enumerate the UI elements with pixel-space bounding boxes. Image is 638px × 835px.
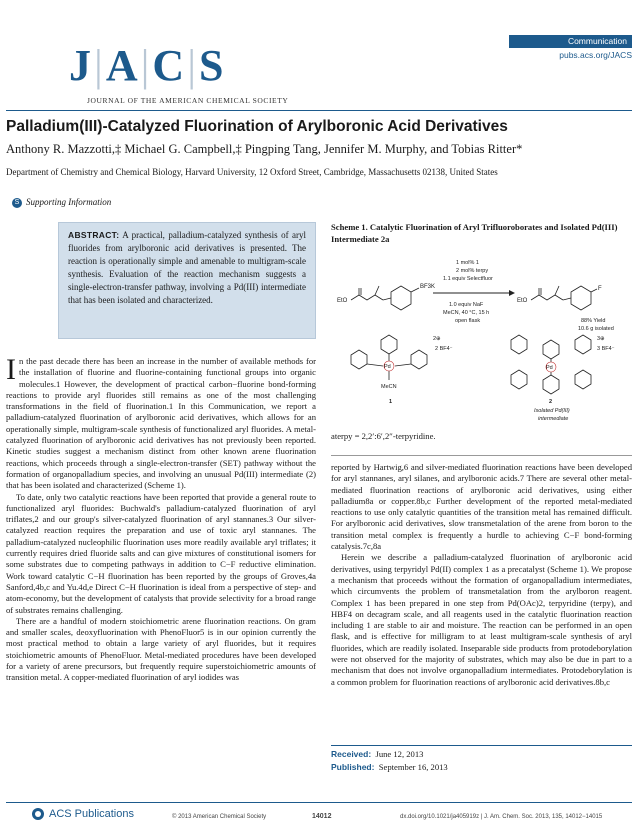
yield-value: 88% Yield — [581, 318, 606, 324]
complex-1-charge: 2⊕ — [433, 336, 441, 342]
condition-bottom-2: MeCN, 40 °C, 15 h — [443, 310, 490, 316]
page-number: 14012 — [312, 813, 332, 820]
dates-divider — [331, 745, 632, 746]
abstract-box — [58, 222, 316, 339]
condition-bottom-3: open flask — [455, 318, 481, 324]
supporting-info-link[interactable] — [12, 197, 111, 208]
publication-dates — [331, 748, 448, 774]
logo-letter-a: A — [105, 41, 139, 90]
yield-isolated: 10.6 g isolated — [578, 326, 614, 332]
logo-letter-s: S — [199, 41, 225, 90]
complex-1-label: 1 — [389, 399, 393, 405]
condition-bottom-1: 1.0 equiv NaF — [449, 302, 484, 308]
body-column-left — [6, 356, 316, 776]
supporting-info-icon: S — [12, 198, 22, 208]
right-paragraph-1: reported by Hartwig,6 and silver-mediated fluorination reactions have been developed for aryl stannanes, aryl silanes, and arylboronic acids.7 There are several other metal-mediated fluorination reactions of arylboronic acid derivatives, using either palladium8a or copper.8b,c Further development of the reported metal-mediated reactions to use only catalytic quantities of the transition metal has remained difficult. For arylboronic acid derivatives, slow transmetalation of the arene from boron to the transition metal complex is frequently a hurdle to achieving C−F bond-forming catalysis.7c,8a — [331, 462, 632, 552]
complex-1-structure — [351, 335, 427, 380]
drop-cap: I — [6, 356, 16, 386]
footer-divider — [6, 802, 632, 803]
journal-logo: J|A|C|S — [69, 41, 225, 90]
reactant-structure — [351, 286, 419, 310]
paragraph-3: There are a handful of modern stoichiometric arene fluorination reactions. On gram and smaller scales, deoxyfluorination with PhenoFluor5 is in our opinion currently the most practical method to obtain a large variety of aryl fluorides, but it requires stoichiometric amounts of PhenoFluor. Metal-mediated procedures have been developed for a variety of arene precursors, but frequently require superstoichiometric amounts of transition metal. A copper-mediated fluorination of aryl iodides was — [6, 615, 316, 683]
right-paragraph-2: Herein we describe a palladium-catalyzed fluorination of arylboronic acid derivatives, using terpyridyl Pd(II) complex 1 as a precatalyst (Scheme 1). We propose a mechanism that proceeds without the formation of organopalladium intermediates, which circumvents the problem of transmetalation from the arylboron reagent. Complex 1 has been prepared in one step from Pd(OAc)2, terpyridine (terpy), and HBF4 on decagram scale, and all reagents used in the catalytic fluorination reaction including 1 are stable to air and moisture. The reaction can be performed in an open flask, and is effective for milligram to at least multigram-scale synthesis of aryl fluorides, which are readily isolated. Inseparable side products from protodeborylation were not observed for the majority of substrates, which may also be due in part to a mechanism that does not involve organopalladium intermediates. Protodeborylation is a common problem for fluorination reactions of arylboronic acid derivatives.8b,c — [331, 552, 632, 687]
scheme-graphic — [331, 250, 632, 428]
complex-2-label: 2 — [549, 399, 553, 405]
article-type-badge: Communication — [509, 35, 632, 48]
doi-citation[interactable]: dx.doi.org/10.1021/ja405919z | J. Am. Chem. Soc. 2013, 135, 14012−14015 — [400, 814, 603, 820]
logo-letter-c: C — [152, 41, 186, 90]
author-list: Anthony R. Mazzotti,‡ Michael G. Campbell,‡ Pingping Tang, Jennifer M. Murphy, and Tobias Ritter* — [6, 142, 523, 156]
header-divider — [6, 110, 632, 111]
svg-text:Pd: Pd — [546, 365, 553, 371]
abstract-label: ABSTRACT: — [68, 230, 120, 240]
complex-2-charge: 3⊕ — [597, 336, 605, 342]
acs-logo-icon — [31, 807, 45, 821]
condition-top-2: 2 mol% terpy — [456, 268, 489, 274]
published-label: Published: — [331, 762, 375, 772]
svg-text:Pd: Pd — [384, 364, 391, 370]
scheme-title: Scheme 1. Catalytic Fluorination of Aryl Trifluoroborates and Isolated Pd(III) Intermediate 2a — [331, 222, 618, 244]
body-column-right — [331, 462, 632, 742]
journal-name: JOURNAL OF THE AMERICAN CHEMICAL SOCIETY — [87, 96, 289, 105]
received-label: Received: — [331, 749, 372, 759]
complex-1-ligand: MeCN — [381, 384, 397, 390]
affiliation: Department of Chemistry and Chemical Biology, Harvard University, 12 Oxford Street, Cambridge, Massachusetts 02138, United States — [6, 167, 498, 177]
product-eto: EtO — [517, 298, 528, 304]
complex-2-caption-2: intermediate — [538, 416, 569, 422]
article-title: Palladium(III)-Catalyzed Fluorination of Arylboronic Acid Derivatives — [6, 118, 508, 135]
paragraph-2: To date, only two catalytic reactions have been reported that provide a general route to functionalized aryl fluorides: Buchwald's palladium-catalyzed fluorination of aryl triflates,2 and our group's silver-catalyzed fluorination of aryl stannanes.3 Our silver-catalyzed reaction requires the preparation and use of toxic aryl stannanes. The palladium-catalyzed nucleophilic fluorination uses more readily available aryl triflates; it currently requires dried fluoride salts and can give mixtures of constitutional isomers for some substrates due to competing pathways in addition to C−F reductive elimination. Work toward catalytic C−H fluorination has been reported by the groups of Groves,4a Sanford,4b,c and Yu.4d,e Direct C−H fluorination is ideal from a perspective of step- and atom-economy, but the development of catalysts that provide selectivity for a broad range of substrates remains challenging. — [6, 491, 316, 615]
scheme-divider — [331, 455, 632, 456]
received-date: June 12, 2013 — [375, 749, 424, 759]
logo-letter-j: J — [69, 41, 92, 90]
copyright: © 2013 American Chemical Society — [172, 814, 267, 820]
supporting-info-label: Supporting Information — [26, 197, 112, 207]
publisher-name: ACS Publications — [49, 808, 134, 820]
complex-2-caption-1: Isolated Pd(III) — [534, 408, 570, 414]
condition-top-1: 1 mol% 1 — [456, 260, 479, 266]
complex-2-counterion: 3 BF4⁻ — [597, 346, 615, 352]
journal-url[interactable]: pubs.acs.org/JACS — [559, 50, 632, 60]
reactant-eto: EtO — [337, 298, 348, 304]
complex-1-counterion: 2 BF4⁻ — [435, 346, 453, 352]
condition-top-3: 1.1 equiv Selectfluor — [443, 276, 493, 282]
product-f: F — [598, 286, 602, 292]
reaction-arrow-head — [509, 290, 515, 296]
reactant-bf3k: BF3K — [420, 284, 436, 290]
product-structure — [531, 286, 597, 310]
scheme-footnote: aterpy = 2,2′:6′,2″-terpyridine. — [331, 431, 436, 441]
abstract-text: A practical, palladium-catalyzed synthesis of aryl fluorides from arylboronic acid derivatives is presented. The reaction is operationally simple and amenable to multigram-scale synthesis. Evaluation of the reaction mechanism suggests a single-electron-transfer pathway, involving a Pd(III) intermediate that has been isolated and characterized. — [68, 230, 306, 305]
paragraph-1: n the past decade there has been an increase in the number of available methods for the installation of fluorine and fluorine-containing functional groups into organic molecules.1 However, the development of practical carbon−fluorine bond-forming reactions to provide aryl fluorides still remains as one of the most challenging transformations in the field of fluorination.1 In this Communication, we report a palladium-catalyzed fluorination of arylboronic acid derivatives, which allows for an operationally simple, multigram-scale synthesis of functionalized aryl fluorides. A metal-catalyzed fluorination of arylboronic acid derivatives has not previously been reported. Kinetic studies suggest a mechanism distinct from other known arene fluorination reactions, which proceeds through a single-electron-transfer (SET) pathway without the formation of organopalladium species, and involving an unusual Pd(III) intermediate (2) that has been isolated and characterized (Scheme 1). — [6, 356, 316, 491]
published-date: September 16, 2013 — [378, 762, 448, 772]
